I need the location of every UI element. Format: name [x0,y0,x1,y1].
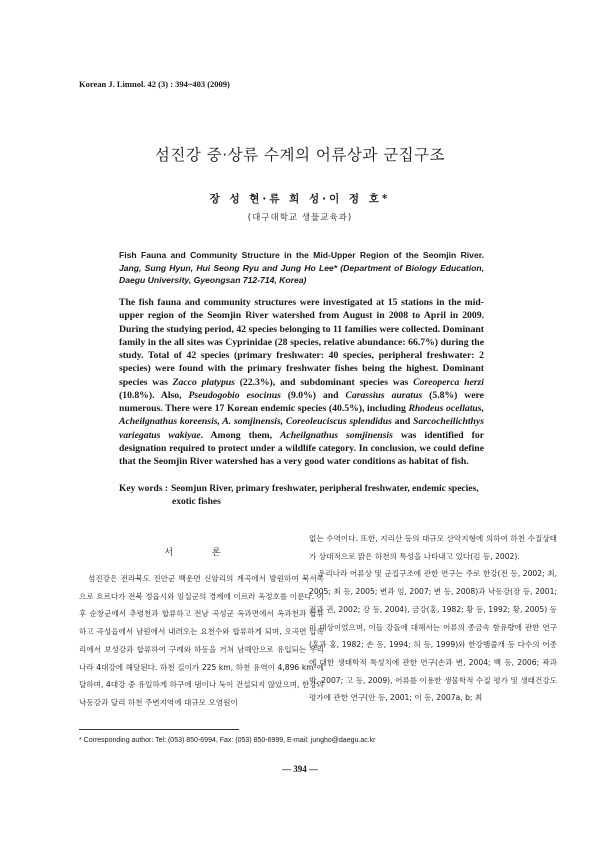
species-name: Rhodeus ocellatus, Acheilgnathus koreensis, A. somjinensis, Coreoleuciscus splendidus [119,403,485,428]
abstract-text: (22.3%), and subdominant species was [234,376,414,388]
abstract-text: and [391,416,413,428]
species-name: Pseudogobio esocinus [188,389,281,401]
species-name: Zacco platypus [172,376,235,388]
species-name: Carassius auratus [345,389,423,401]
abstract-text: . Among them, [200,429,280,441]
species-name: Sarcocheilichthys variegatus wakiyae [119,416,485,441]
body-column-right [309,530,557,707]
species-name: Acheilgnathus somjinensis [279,429,393,441]
abstract-text: (10.8%). Also, [119,389,189,401]
journal-reference: Korean J. Limnol. 42 (3) : 394~403 (2009) [79,79,230,89]
abstract [119,296,484,468]
page-number: — 394 — [282,764,318,774]
body-column-left [79,570,324,712]
abstract-text: was identified for designation required to protect under a wildlife category. In conclusion, we could define that the Seomjin River watershed has a very good water conditions as habitat of fish. [119,429,484,467]
paper-title: 섬진강 중·상류 수계의 어류상과 군집구조 [154,146,446,164]
body-paragraph: 없는 수역이다. 또한, 지리산 등의 대규모 산악지형에 의하여 하천 수질상태가 상대적으로 맑은 하천의 특성을 나타내고 있다(김 등, 2002). [309,534,557,561]
keywords-label: Key words : [119,484,169,494]
english-authors: Jang, Sung Hyun, Hui Seong Ryu and Jung Ho Lee* (Department of Biology Education, Daegu University, Gyeongsan 712-714, Korea) [119,262,484,286]
abstract-text: The fish fauna and community structures were investigated at 15 stations in the mid-upper region of the Seomjin River watershed from August in 2008 to April in 2009. During the studying period, 42 species belonging to 11 families were collected. Dominant family in the all sites was Cyprinidae (28 species, relative abundance: 66.7%) during the study. Total of 42 species (primary freshwater: 40 species, peripheral freshwater: 2 species) were found with the primary freshwater fishes being the highest. Dominant species was [119,297,484,388]
body-paragraph: 우리나라 어류상 및 군집구조에 관한 연구는 주로 한강(전 등, 2002; 최, 2005; 최 등, 2005; 변과 임, 2007; 변 등, 2008)과 낙동강(장 등, 2001; 전과 권, 2002; 강 등, 2004), 금강(홍, 1982; 황 등, 1992; 황, 2005) 등이 대상이었으며, 이들 강들에 대해서는 어류의 종금속 함유량에 관한 연구(홍과 홍, 1982; 손 등, 1994; 허 등, 1999)와 한강뱀줄개 등 다수의 어종에 대한 생태학적 특성치에 관한 연구(손과 변, 2004; 백 등, 2006; 곽과 박, 2007; 고 등, 2009), 어류를 이용한 생물학적 수질 평가 및 생태건강도 평가에 관한 연구(안 등, 2001; 이 등, 2007a, b; 최 [309,569,557,703]
abstract-text: (9.0%) and [280,389,346,401]
affiliation: (대구대학교 생물교육과) [247,213,353,223]
section-heading-introduction: 서 론 [164,548,239,558]
english-title: Fish Fauna and Community Structure in the Mid-Upper Region of the Seomjin River. [119,250,484,260]
body-paragraph: 섬진강은 전라북도 진안군 백운면 신암리의 계곡에서 발원하여 북서쪽으로 흐르다가 전북 정읍시와 임실군의 경계에 이르러 옥정호를 이룬다. 이후 순창군에서 추령천과 합류하고 전남 곡성군 옥과면에서 옥과천과 합류하고 곡성읍에서 남원에서 내려오는 요천수와 합류하게 되며, 오곡면 압록리에서 보성강과 합류하여 구례와 하동을 거쳐 남해안으로 유입되는 우리나라 4대강에 해당된다. 하천 길이가 225 km, 하천 유역이 4,896 km²에 달하며, 4대강 중 유일하게 하구에 댐이나 둑이 건설되지 않았으며, 한강과 낙동강과 달리 하천 주변지역에 대규모 오염원이 [79,574,324,707]
corresponding-author-footnote: * Corresponding author: Tel: (053) 850-6994, Fax: (053) 850-6999, E-mail: jungho@daegu.ac.kr [79,737,376,744]
abstract-text: (5.8%) were numerous. There were 17 Korean endemic species (40.5%), including [119,389,484,414]
english-title-block [119,249,484,287]
author-list: 장 성 현·류 희 성·이 정 호* [209,193,391,205]
footnote-divider [79,729,239,730]
keywords-text: Seomjun River, primary freshwater, peripheral freshwater, endemic species, exotic fishes [171,484,479,508]
keywords-block [119,483,484,509]
species-name: Coreoperca herzi [413,376,484,388]
